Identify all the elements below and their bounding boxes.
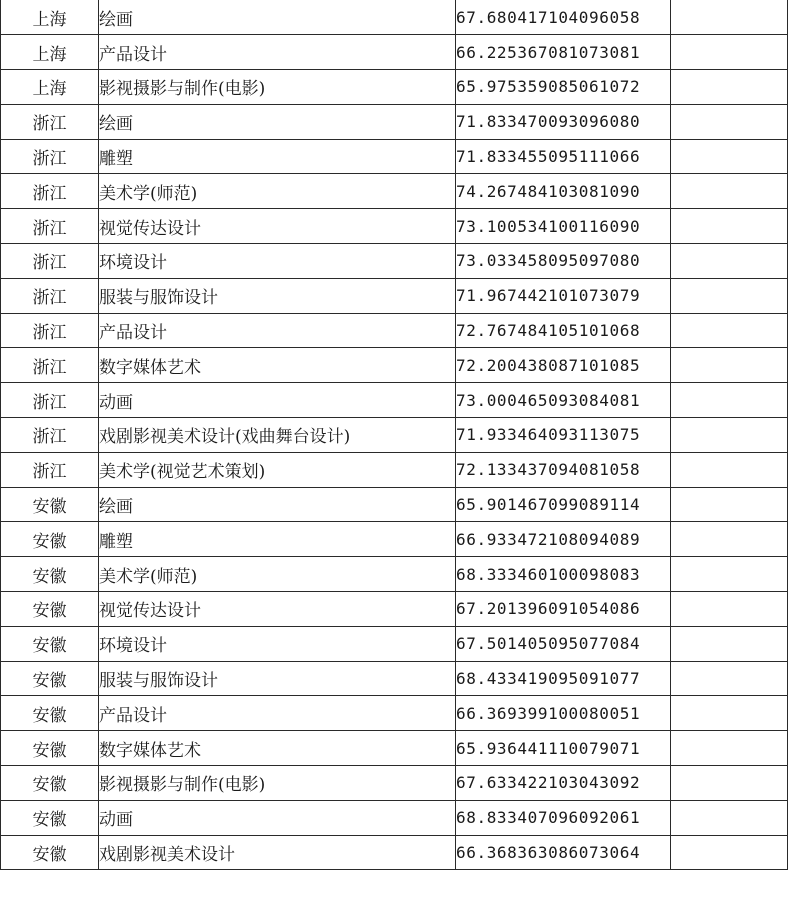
major-cell: 产品设计	[99, 313, 456, 348]
score-table-body	[1, 0, 788, 870]
score-cell: 71.833455095111066	[456, 139, 671, 174]
score-cell: 66.368363086073064	[456, 835, 671, 870]
province-cell: 浙江	[1, 139, 99, 174]
major-cell: 产品设计	[99, 35, 456, 70]
province-cell: 浙江	[1, 452, 99, 487]
province-cell: 浙江	[1, 104, 99, 139]
empty-cell	[671, 244, 788, 279]
empty-cell	[671, 696, 788, 731]
province-cell: 浙江	[1, 348, 99, 383]
empty-cell	[671, 70, 788, 105]
empty-cell	[671, 104, 788, 139]
major-cell: 雕塑	[99, 522, 456, 557]
score-cell: 67.201396091054086	[456, 592, 671, 627]
table-row	[1, 244, 788, 279]
score-cell: 65.901467099089114	[456, 487, 671, 522]
empty-cell	[671, 522, 788, 557]
table-row	[1, 35, 788, 70]
province-cell: 安徽	[1, 592, 99, 627]
score-cell: 74.267484103081090	[456, 174, 671, 209]
major-cell: 环境设计	[99, 626, 456, 661]
empty-cell	[671, 35, 788, 70]
major-cell: 影视摄影与制作(电影)	[99, 70, 456, 105]
major-cell: 动画	[99, 800, 456, 835]
empty-cell	[671, 418, 788, 453]
major-cell: 美术学(师范)	[99, 557, 456, 592]
major-cell: 绘画	[99, 487, 456, 522]
empty-cell	[671, 348, 788, 383]
score-cell: 73.033458095097080	[456, 244, 671, 279]
empty-cell	[671, 174, 788, 209]
score-cell: 68.333460100098083	[456, 557, 671, 592]
table-row	[1, 731, 788, 766]
province-cell: 安徽	[1, 835, 99, 870]
province-cell: 安徽	[1, 626, 99, 661]
score-cell: 73.100534100116090	[456, 209, 671, 244]
province-cell: 浙江	[1, 418, 99, 453]
score-cell: 65.975359085061072	[456, 70, 671, 105]
empty-cell	[671, 313, 788, 348]
major-cell: 视觉传达设计	[99, 209, 456, 244]
empty-cell	[671, 592, 788, 627]
major-cell: 动画	[99, 383, 456, 418]
table-row	[1, 487, 788, 522]
empty-cell	[671, 383, 788, 418]
score-cell: 72.767484105101068	[456, 313, 671, 348]
empty-cell	[671, 139, 788, 174]
score-cell: 72.200438087101085	[456, 348, 671, 383]
table-row	[1, 522, 788, 557]
province-cell: 安徽	[1, 800, 99, 835]
score-cell: 68.433419095091077	[456, 661, 671, 696]
province-cell: 上海	[1, 70, 99, 105]
table-row	[1, 661, 788, 696]
province-cell: 浙江	[1, 278, 99, 313]
province-cell: 浙江	[1, 174, 99, 209]
major-cell: 服装与服饰设计	[99, 661, 456, 696]
score-cell: 65.936441110079071	[456, 731, 671, 766]
province-cell: 安徽	[1, 696, 99, 731]
table-row	[1, 139, 788, 174]
empty-cell	[671, 487, 788, 522]
major-cell: 数字媒体艺术	[99, 731, 456, 766]
score-cell: 67.680417104096058	[456, 0, 671, 35]
province-cell: 安徽	[1, 731, 99, 766]
empty-cell	[671, 766, 788, 801]
score-cell: 66.369399100080051	[456, 696, 671, 731]
table-row	[1, 626, 788, 661]
table-row	[1, 418, 788, 453]
table-row	[1, 104, 788, 139]
score-cell: 71.933464093113075	[456, 418, 671, 453]
province-cell: 安徽	[1, 557, 99, 592]
province-cell: 浙江	[1, 383, 99, 418]
empty-cell	[671, 209, 788, 244]
table-row	[1, 696, 788, 731]
table-row	[1, 452, 788, 487]
major-cell: 数字媒体艺术	[99, 348, 456, 383]
province-cell: 安徽	[1, 766, 99, 801]
table-row	[1, 835, 788, 870]
table-row	[1, 348, 788, 383]
score-cell: 66.225367081073081	[456, 35, 671, 70]
score-cell: 72.133437094081058	[456, 452, 671, 487]
empty-cell	[671, 800, 788, 835]
major-cell: 戏剧影视美术设计	[99, 835, 456, 870]
table-row	[1, 174, 788, 209]
province-cell: 浙江	[1, 209, 99, 244]
province-cell: 浙江	[1, 313, 99, 348]
score-cell: 67.501405095077084	[456, 626, 671, 661]
score-cell: 67.633422103043092	[456, 766, 671, 801]
score-cell: 73.000465093084081	[456, 383, 671, 418]
province-cell: 浙江	[1, 244, 99, 279]
major-cell: 戏剧影视美术设计(戏曲舞台设计)	[99, 418, 456, 453]
table-row	[1, 278, 788, 313]
major-cell: 雕塑	[99, 139, 456, 174]
table-row	[1, 383, 788, 418]
table-row	[1, 557, 788, 592]
province-cell: 安徽	[1, 522, 99, 557]
major-cell: 影视摄影与制作(电影)	[99, 766, 456, 801]
major-cell: 绘画	[99, 104, 456, 139]
empty-cell	[671, 626, 788, 661]
empty-cell	[671, 835, 788, 870]
table-row	[1, 766, 788, 801]
table-row	[1, 592, 788, 627]
major-cell: 服装与服饰设计	[99, 278, 456, 313]
score-cell: 71.967442101073079	[456, 278, 671, 313]
score-cell: 66.933472108094089	[456, 522, 671, 557]
province-cell: 安徽	[1, 661, 99, 696]
province-cell: 上海	[1, 35, 99, 70]
table-row	[1, 209, 788, 244]
major-cell: 产品设计	[99, 696, 456, 731]
score-cell: 71.833470093096080	[456, 104, 671, 139]
empty-cell	[671, 557, 788, 592]
score-cell: 68.833407096092061	[456, 800, 671, 835]
empty-cell	[671, 661, 788, 696]
major-cell: 环境设计	[99, 244, 456, 279]
empty-cell	[671, 278, 788, 313]
major-cell: 视觉传达设计	[99, 592, 456, 627]
table-row	[1, 313, 788, 348]
province-cell: 上海	[1, 0, 99, 35]
major-cell: 绘画	[99, 0, 456, 35]
province-cell: 安徽	[1, 487, 99, 522]
table-row	[1, 0, 788, 35]
empty-cell	[671, 0, 788, 35]
empty-cell	[671, 731, 788, 766]
major-cell: 美术学(师范)	[99, 174, 456, 209]
table-row	[1, 70, 788, 105]
empty-cell	[671, 452, 788, 487]
major-cell: 美术学(视觉艺术策划)	[99, 452, 456, 487]
table-row	[1, 800, 788, 835]
